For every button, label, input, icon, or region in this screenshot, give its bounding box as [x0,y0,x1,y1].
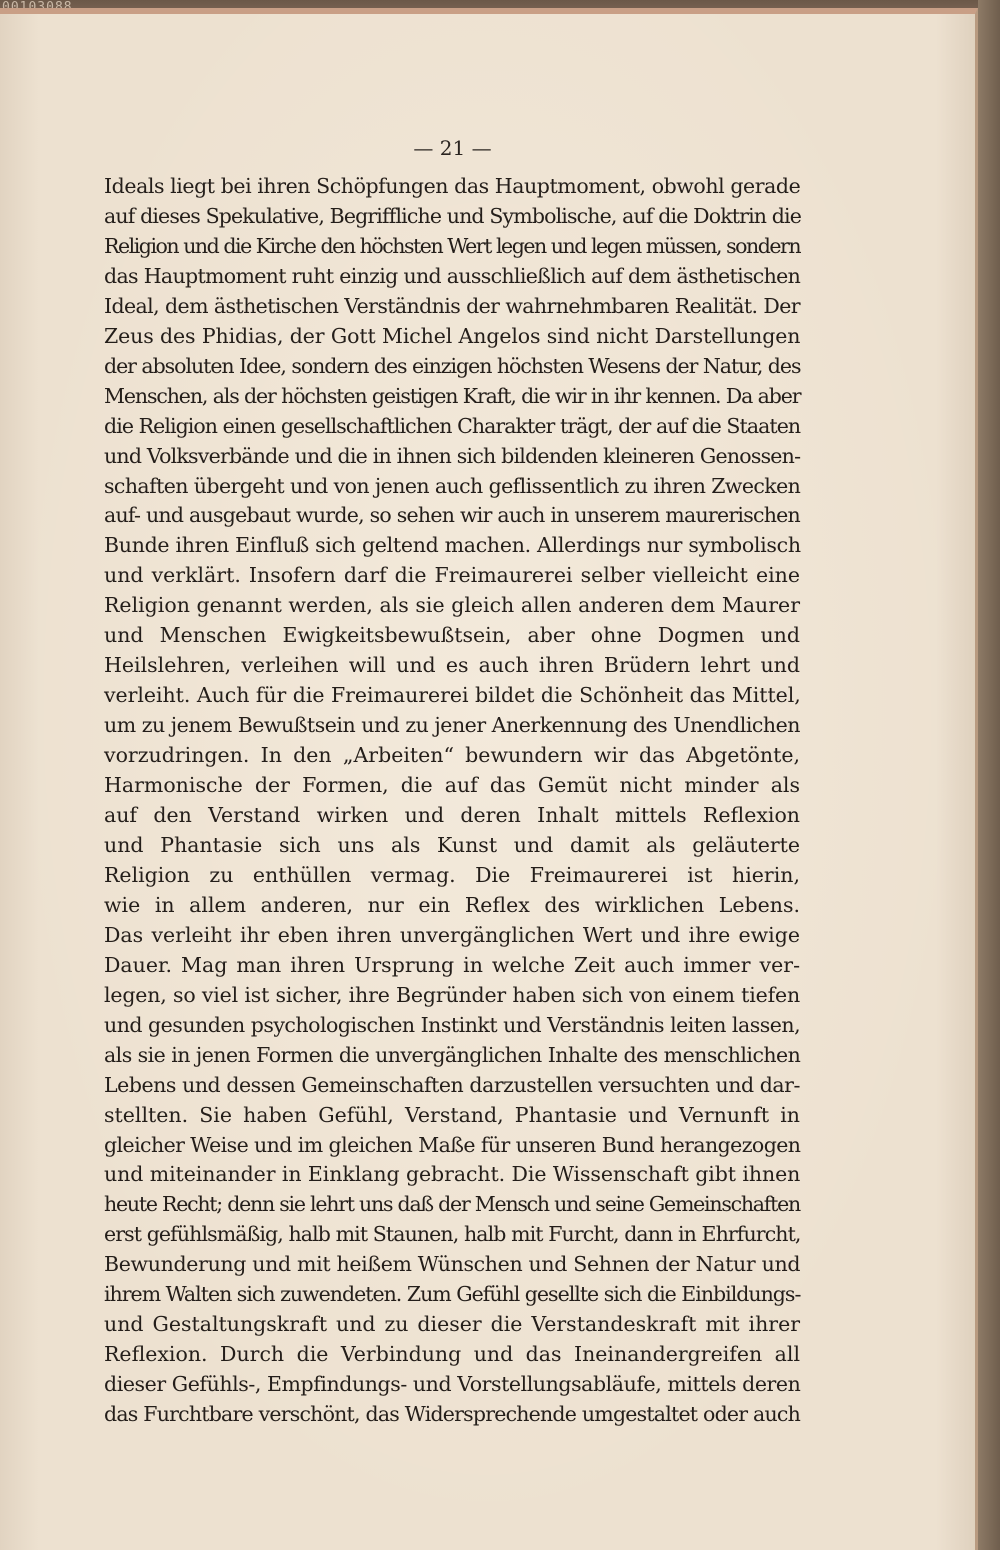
text-line: und Menschen Ewigkeitsbewußtsein, aber ohne Dogmen und [104,623,800,648]
text-line: legen, so viel ist sicher, ihre Begründer haben sich von einem tiefen [104,982,800,1007]
text-line: um zu jenem Bewußtsein und zu jener Anerkennung des Unendlichen [104,713,801,738]
text-line: Menschen, als der höchsten geistigen Kraft, die wir in ihr kennen. Da aber [104,383,801,408]
text-line: und verklärt. Insofern darf die Freimaurerei selber vielleicht eine [104,563,800,588]
text-line: und Phantasie sich uns als Kunst und damit als geläuterte [104,832,800,857]
text-line: stellten. Sie haben Gefühl, Verstand, Phantasie und Vernunft in [104,1102,800,1127]
text-line: schaften übergeht und von jenen auch geflissentlich zu ihren Zwecken [104,473,801,498]
text-line: gleicher Weise und im gleichen Maße für unseren Bund herangezogen [104,1132,801,1157]
book-page [0,8,978,1550]
text-line: vorzudringen. In den „Arbeiten“ bewundern wir das Abgetönte, [104,743,800,768]
text-line: auf- und ausgebaut wurde, so sehen wir auch in unserem maurerischen [104,503,800,528]
text-line: wie in allem anderen, nur ein Reflex des wirklichen Lebens. [104,892,800,917]
text-line: heute Recht; denn sie lehrt uns daß der Mensch und seine Gemeinschaften [104,1192,800,1217]
text-line: als sie in jenen Formen die unvergänglichen Inhalte des menschlichen [104,1042,801,1067]
text-line: Lebens und dessen Gemeinschaften darzustellen versuchten und dar- [104,1072,800,1097]
text-line: Bunde ihren Einfluß sich geltend machen. Allerdings nur symbolisch [104,533,801,558]
text-line: das Hauptmoment ruht einzig und ausschließlich auf dem ästhetischen [104,263,801,288]
text-line: und Volksverbände und die in ihnen sich bildenden kleineren Genossen- [104,443,801,468]
text-line: Zeus des Phidias, der Gott Michel Angelos sind nicht Darstellungen [104,323,801,348]
scan-right-edge [978,0,1000,1550]
text-line: das Furchtbare verschönt, das Widersprechende umgestaltet oder auch [104,1402,800,1427]
text-line: und Gestaltungskraft und zu dieser die Verstandeskraft mit ihrer [104,1312,800,1337]
text-line: der absoluten Idee, sondern des einzigen höchsten Wesens der Natur, des [104,353,801,378]
text-line: Religion zu enthüllen vermag. Die Freimaurerei ist hierin, [104,862,800,887]
text-line: Heilslehren, verleihen will und es auch ihren Brüdern lehrt und [104,653,800,678]
text-line: auf dieses Spekulative, Begriffliche und Symbolische, auf die Doktrin die [104,203,802,228]
text-line: und gesunden psychologischen Instinkt und Verständnis leiten lassen, [104,1012,801,1037]
text-line: die Religion einen gesellschaftlichen Charakter trägt, der auf die Staaten [104,413,801,438]
text-line: Ideal, dem ästhetischen Verständnis der wahrnehmbaren Realität. Der [104,293,800,318]
text-line: Religion genannt werden, als sie gleich allen anderen dem Maurer [104,593,800,618]
text-line: Religion und die Kirche den höchsten Wert legen und legen müssen, sondern [104,233,801,258]
text-line: Harmonische der Formen, die auf das Gemüt nicht minder als [104,773,800,798]
text-line: auf den Verstand wirken und deren Inhalt mittels Reflexion [104,803,800,828]
page-number: — 21 — [413,136,492,160]
text-line: Bewunderung und mit heißem Wünschen und Sehnen der Natur und [104,1252,801,1277]
text-line: und miteinander in Einklang gebracht. Die Wissenschaft gibt ihnen [104,1162,801,1187]
text-line: erst gefühlsmäßig, halb mit Staunen, halb mit Furcht, dann in Ehrfurcht, [104,1222,801,1247]
body-text [104,172,800,1430]
text-line: Das verleiht ihr eben ihren unvergänglichen Wert und ihre ewige [104,922,800,947]
text-line: Ideals liegt bei ihren Schöpfungen das Hauptmoment, obwohl gerade [104,174,801,198]
text-line: verleiht. Auch für die Freimaurerei bildet die Schönheit das Mittel, [104,683,801,708]
text-line: Dauer. Mag man ihren Ursprung in welche Zeit auch immer ver- [104,952,800,977]
text-line: ihrem Walten sich zuwendeten. Zum Gefühl gesellte sich die Einbildungs- [104,1282,801,1307]
text-line: Reflexion. Durch die Verbindung und das Ineinandergreifen all [104,1342,800,1367]
text-line: dieser Gefühls-, Empfindungs- und Vorstellungsabläufe, mittels deren [104,1372,801,1397]
